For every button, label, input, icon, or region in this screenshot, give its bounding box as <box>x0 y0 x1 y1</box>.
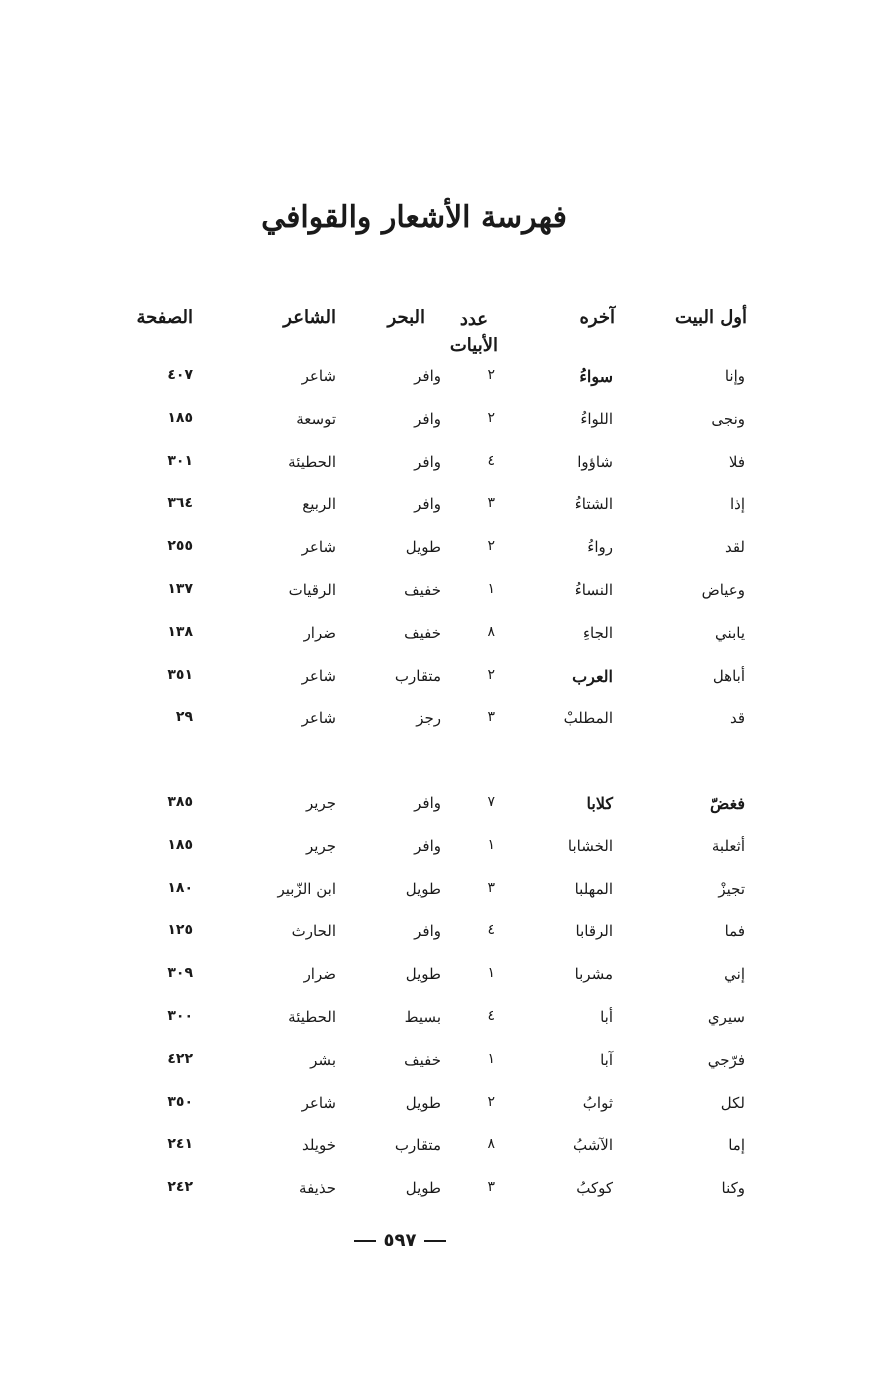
cell-verse-count: ٣ <box>487 495 495 512</box>
cell-last-word: سواءُ <box>579 367 613 386</box>
table-row <box>0 538 873 568</box>
page-number <box>0 1230 800 1251</box>
table-header <box>0 305 873 365</box>
table-row <box>0 880 873 910</box>
cell-first-verse: فغضّ <box>710 794 745 813</box>
cell-first-verse: لكل <box>720 1093 745 1112</box>
cell-last-word: النساءُ <box>574 581 613 599</box>
cell-meter: وافر <box>414 922 441 941</box>
cell-meter: طويل <box>405 879 441 898</box>
cell-first-verse: وعياض <box>701 581 745 599</box>
cell-poet: الرقيات <box>288 581 336 599</box>
cell-poet: شاعر <box>301 666 336 685</box>
cell-verse-count: ٣ <box>487 879 495 896</box>
cell-first-verse: فلا <box>728 452 745 471</box>
cell-last-word: رواءُ <box>587 538 613 557</box>
table-row <box>0 453 873 483</box>
cell-last-word: ثوابُ <box>582 1093 613 1112</box>
dash-left <box>424 1240 446 1242</box>
cell-verse-count: ٢ <box>487 1093 495 1110</box>
table-row <box>0 1051 873 1081</box>
cell-page: ١٣٧ <box>167 581 193 597</box>
cell-verse-count: ٢ <box>487 409 495 426</box>
cell-verse-count: ٢ <box>487 367 495 383</box>
cell-verse-count: ١ <box>487 581 495 597</box>
table-row <box>0 1094 873 1124</box>
cell-meter: طويل <box>405 965 441 984</box>
table-row <box>0 667 873 697</box>
dash-right <box>354 1240 376 1242</box>
cell-last-word: كوكبُ <box>576 1179 613 1198</box>
cell-verse-count: ٤ <box>487 1008 495 1024</box>
cell-poet: بشر <box>310 1050 336 1069</box>
table-row <box>0 410 873 440</box>
cell-poet: شاعر <box>301 538 336 557</box>
cell-first-verse: وإنا <box>724 367 745 385</box>
cell-page: ٢٩ <box>175 709 193 726</box>
cell-poet: الحطيئة <box>288 1008 336 1026</box>
header-meter: البحر <box>387 307 425 328</box>
cell-meter: بسيط <box>404 1008 441 1026</box>
table-row <box>0 1136 873 1166</box>
cell-meter: طويل <box>405 1093 441 1112</box>
cell-first-verse: وكنا <box>721 1179 745 1198</box>
cell-page: ٣٥٠ <box>167 1093 193 1110</box>
table-row <box>0 1008 873 1038</box>
header-page: الصفحة <box>136 307 193 328</box>
cell-poet: ابن الزّبير <box>277 879 336 898</box>
cell-poet: ضرار <box>303 965 336 984</box>
cell-last-word: أبا <box>600 1008 613 1026</box>
cell-poet: ضرار <box>303 623 336 642</box>
cell-poet: جرير <box>306 794 336 812</box>
cell-last-word: المهلبا <box>574 879 613 898</box>
cell-page: ٣٨٥ <box>167 794 193 810</box>
cell-last-word: الجاءِ <box>582 623 613 642</box>
cell-first-verse: إذا <box>729 495 745 514</box>
cell-poet: خويلد <box>301 1136 336 1155</box>
cell-poet: الحطيئة <box>288 452 336 471</box>
cell-meter: وافر <box>414 836 441 855</box>
cell-first-verse: إني <box>724 965 745 984</box>
cell-verse-count: ٨ <box>487 623 495 640</box>
table-row <box>0 581 873 611</box>
cell-page: ٣٥١ <box>167 666 193 683</box>
cell-page: ٣٠٩ <box>167 965 193 982</box>
cell-first-verse: فما <box>724 922 745 941</box>
cell-poet: حذيفة <box>299 1179 336 1198</box>
cell-first-verse: يابني <box>715 623 745 642</box>
cell-page: ٣٠١ <box>167 452 193 469</box>
cell-verse-count: ٧ <box>487 794 495 810</box>
cell-verse-count: ١ <box>487 836 495 853</box>
table-row <box>0 624 873 654</box>
cell-verse-count: ٢ <box>487 538 495 555</box>
cell-page: ١٨٠ <box>167 879 193 896</box>
cell-page: ١٢٥ <box>167 922 193 939</box>
table-row <box>0 709 873 739</box>
cell-meter: طويل <box>405 1179 441 1198</box>
cell-page: ١٣٨ <box>167 623 193 640</box>
table-row <box>0 1179 873 1209</box>
cell-page: ١٨٥ <box>167 409 193 426</box>
table-row <box>0 495 873 525</box>
header-verse-count-line2: الأبيات <box>449 335 498 356</box>
cell-meter: وافر <box>414 409 441 428</box>
cell-first-verse: تجيزْ <box>718 879 745 898</box>
cell-last-word: الآشبُ <box>572 1136 613 1155</box>
cell-last-word: آبا <box>600 1050 613 1069</box>
cell-last-word: الشتاءُ <box>574 495 613 514</box>
cell-last-word: كلابا <box>586 794 613 813</box>
cell-last-word: الرقابا <box>575 922 613 941</box>
cell-page: ٢٤١ <box>167 1136 193 1153</box>
cell-last-word: العرب <box>572 666 613 686</box>
cell-first-verse: سيري <box>707 1008 745 1026</box>
cell-meter: متقارب <box>394 1136 441 1155</box>
cell-verse-count: ٤ <box>487 922 495 939</box>
cell-page: ٣٠٠ <box>167 1008 193 1024</box>
cell-verse-count: ٣ <box>487 1179 495 1196</box>
cell-meter: خفيف <box>404 1050 441 1069</box>
header-poet: الشاعر <box>283 307 336 328</box>
cell-first-verse: أثعلبة <box>711 836 745 855</box>
cell-last-word: مشربا <box>574 965 613 984</box>
cell-first-verse: ونجى <box>711 409 745 428</box>
cell-meter: وافر <box>414 794 441 812</box>
cell-poet: جرير <box>306 836 336 855</box>
cell-poet: شاعر <box>301 709 336 728</box>
cell-verse-count: ١ <box>487 1050 495 1067</box>
cell-poet: الحارث <box>291 922 336 941</box>
cell-first-verse: إما <box>728 1136 745 1155</box>
header-verse-count <box>450 307 498 359</box>
cell-verse-count: ٢ <box>487 666 495 683</box>
table-row <box>0 965 873 995</box>
cell-first-verse: فرّجي <box>707 1050 745 1069</box>
cell-last-word: اللواءُ <box>580 409 613 428</box>
cell-poet: توسعة <box>296 409 336 428</box>
cell-last-word: شاؤوا <box>577 452 613 471</box>
cell-poet: شاعر <box>301 1093 336 1112</box>
cell-meter: رجز <box>416 709 441 728</box>
cell-verse-count: ٣ <box>487 709 495 726</box>
page-title: فهرسة الأشعار والقوافي <box>261 200 567 235</box>
cell-poet: شاعر <box>301 367 336 385</box>
cell-verse-count: ١ <box>487 965 495 982</box>
cell-page: ٢٤٢ <box>167 1179 193 1196</box>
cell-meter: طويل <box>405 538 441 557</box>
cell-last-word: الخشابا <box>567 836 613 855</box>
cell-page: ٣٦٤ <box>167 495 193 512</box>
cell-page: ٤٠٧ <box>167 367 193 383</box>
cell-first-verse: قد <box>729 709 745 728</box>
cell-meter: وافر <box>414 367 441 385</box>
cell-meter: خفيف <box>404 623 441 642</box>
cell-page: ٢٥٥ <box>167 538 193 555</box>
cell-poet: الربيع <box>302 495 336 514</box>
table-row <box>0 922 873 952</box>
header-first-verse: أول البيت <box>674 307 747 328</box>
cell-page: ٤٢٢ <box>167 1050 193 1067</box>
cell-first-verse: أباهل <box>712 666 745 685</box>
cell-verse-count: ٨ <box>487 1136 495 1153</box>
cell-meter: وافر <box>414 452 441 471</box>
cell-first-verse: لقد <box>724 538 745 557</box>
cell-last-word: المطلبْ <box>563 709 613 728</box>
page-number-text: ٥٩٧ <box>383 1230 417 1251</box>
header-verse-count-line1: عدد <box>459 309 489 330</box>
cell-meter: متقارب <box>394 666 441 685</box>
table-row <box>0 794 873 824</box>
cell-meter: خفيف <box>404 581 441 599</box>
table-row <box>0 367 873 397</box>
cell-verse-count: ٤ <box>487 452 495 469</box>
cell-page: ١٨٥ <box>167 836 193 853</box>
header-last-word: آخره <box>579 307 615 328</box>
cell-meter: وافر <box>414 495 441 514</box>
table-row <box>0 837 873 867</box>
